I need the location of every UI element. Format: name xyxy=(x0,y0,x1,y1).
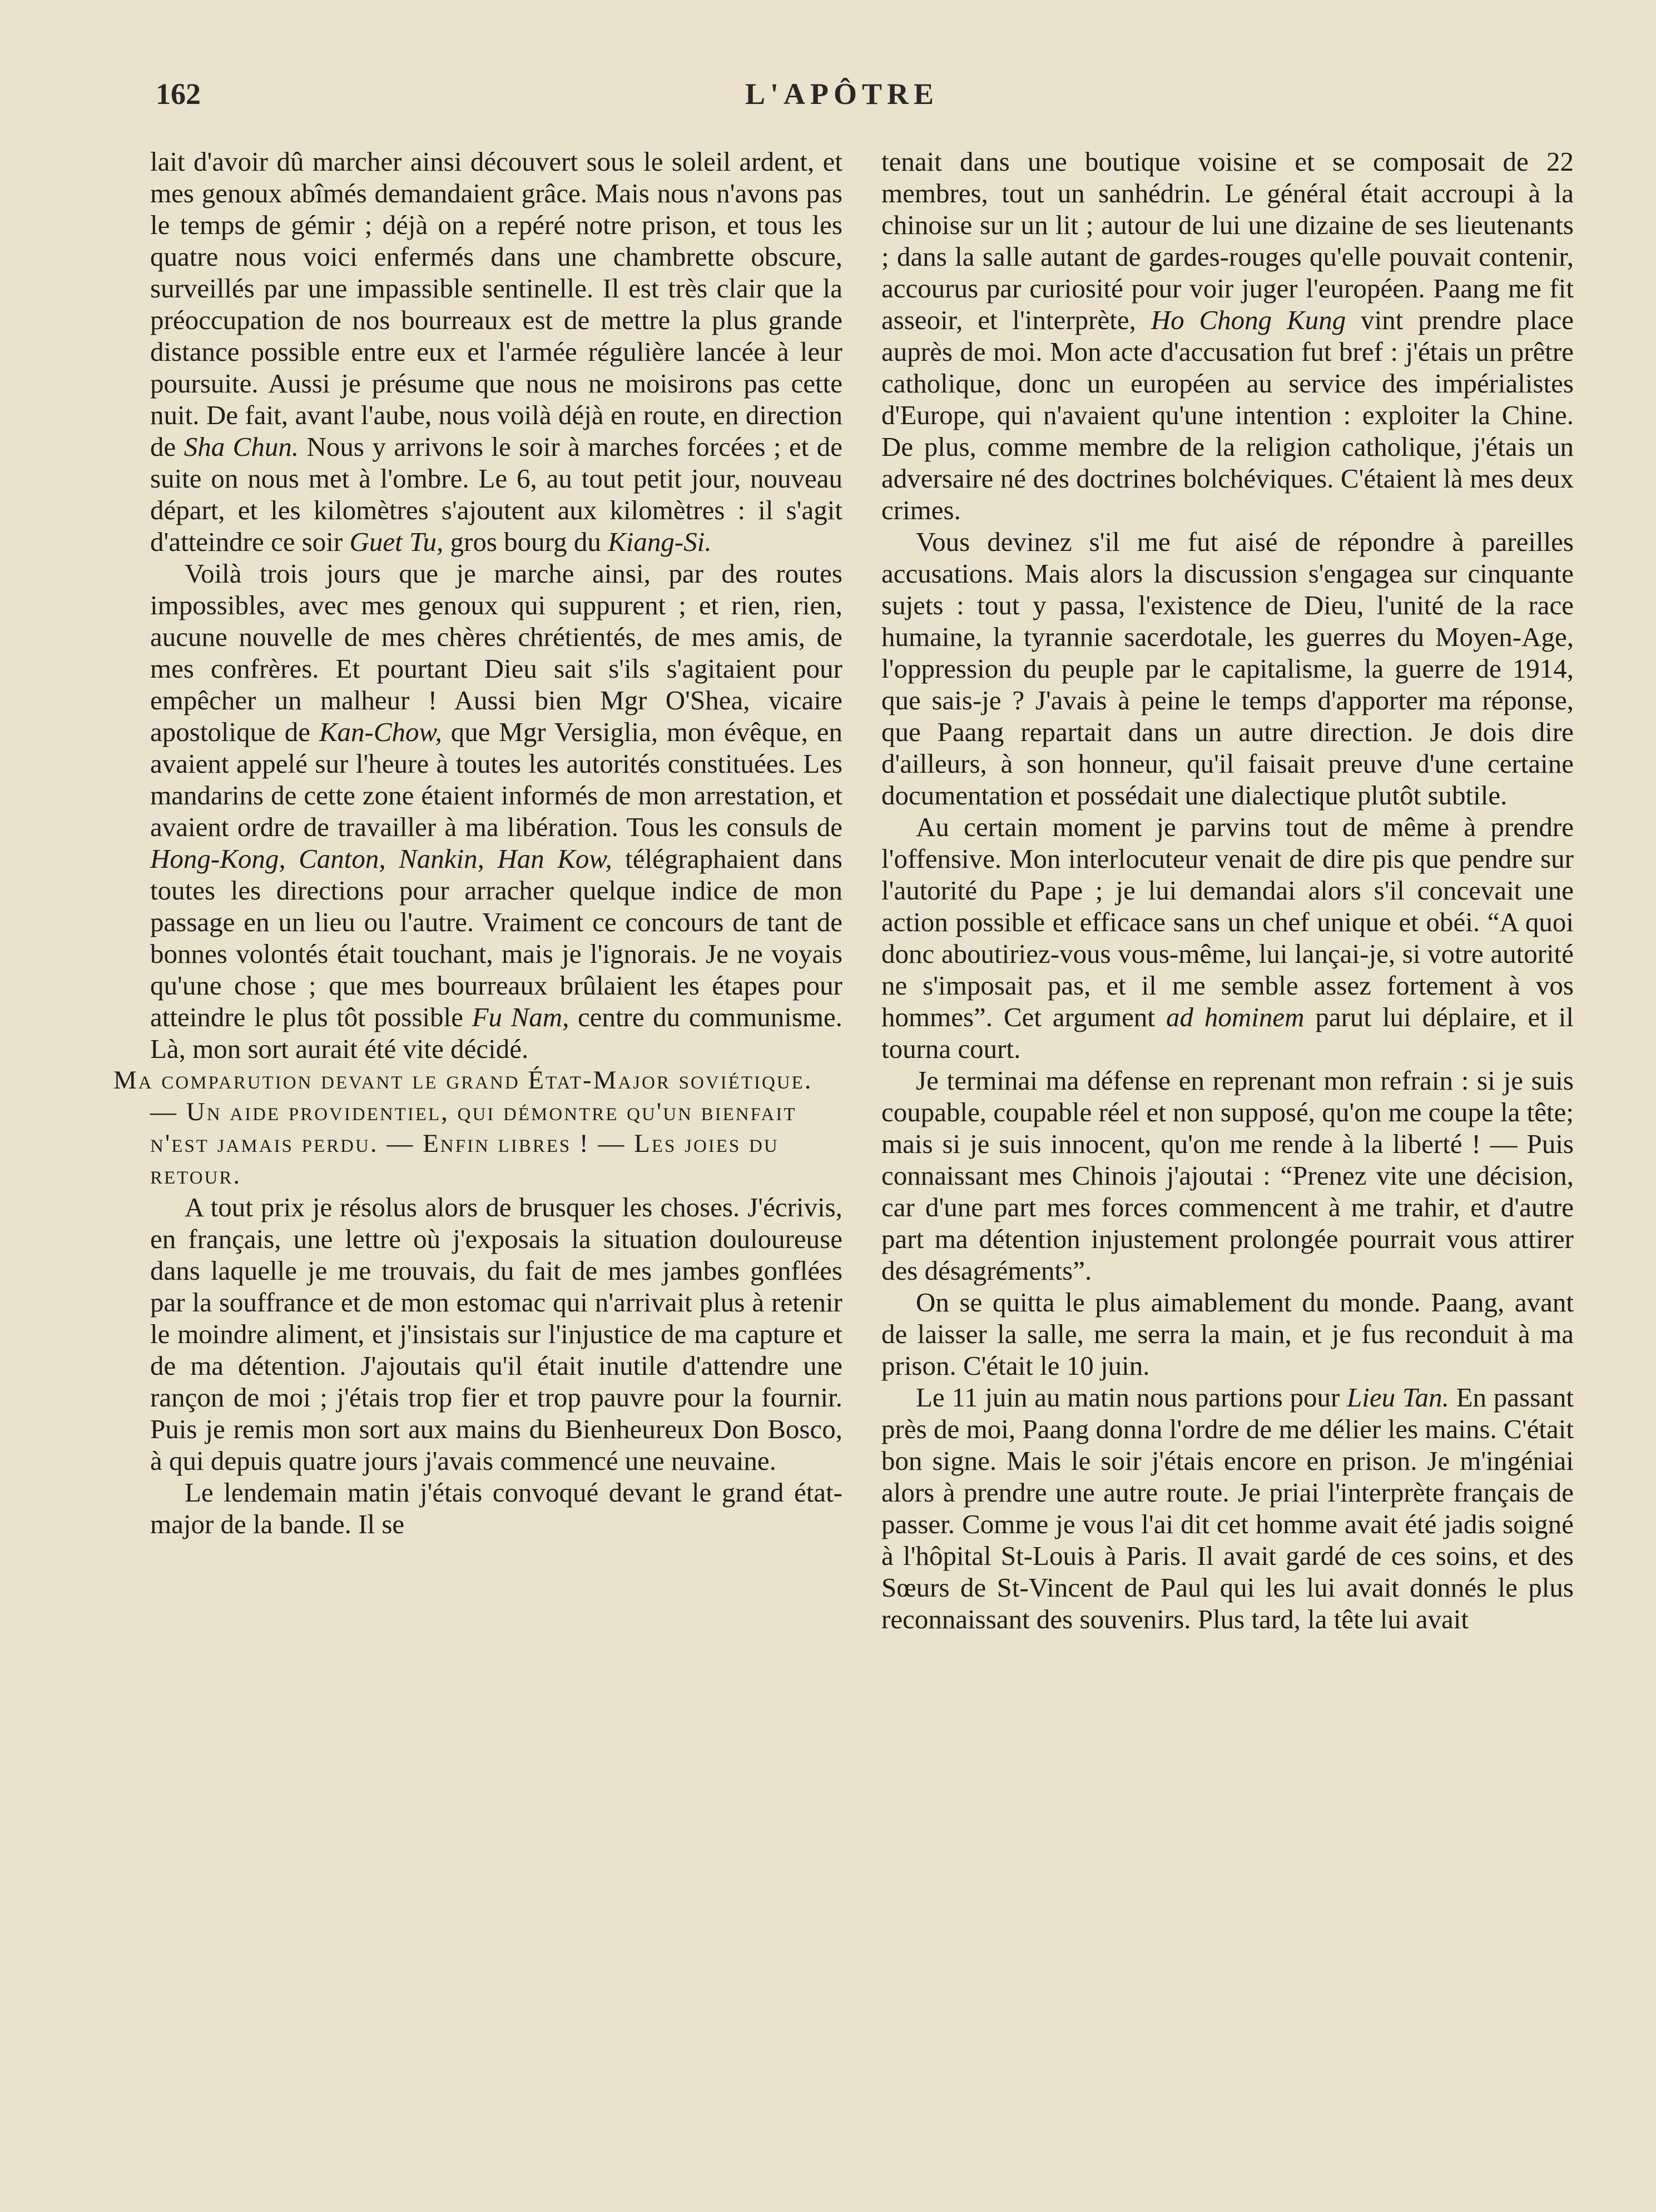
place-name: Hong-Kong, xyxy=(150,843,286,874)
left-column xyxy=(113,146,843,1540)
place-name: Kiang-Si. xyxy=(608,526,712,557)
paragraph: A tout prix je résolus alors de brusquer les choses. J'écrivis, en français, une lettre où j'exposais la situation douloureuse dans laquelle je me trouvais, du fait de mes jambes gonflées par la souffrance et de mon estomac qui n'arrivait plus à retenir le moindre aliment, et j'insistais sur l'injustice de ma capture et de ma détention. J'ajoutais qu'il était inutile d'attendre une rançon de moi ; j'étais trop fier et trop pauvre pour la fournir. Puis je remis mon sort aux mains du Bienheureux Don Bosco, à qui depuis quatre jours j'avais commencé une neuvaine. xyxy=(150,1192,842,1476)
paragraph: Je terminai ma défense en reprenant mon refrain : si je suis coupable, coupable réel et non supposé, qu'on me coupe la tête; mais si je suis innocent, qu'on me rende à la liberté ! — Puis connaissant mes Chinois j'ajoutai : “Prenez vite une décision, car d'une part mes forces commencent à me trahir, et d'autre part ma détention injustement prolongée pourrait vous attirer des désagréments”. xyxy=(881,1065,1574,1286)
text-run xyxy=(286,843,299,874)
paragraph: Le lendemain matin j'étais convoqué devant le grand état-major de la bande. Il se xyxy=(150,1477,842,1539)
paragraph xyxy=(881,146,1574,526)
text-run: Le 11 juin au matin nous partions pour xyxy=(916,1382,1347,1413)
text-run: télégraphaient dans toutes les directions pour arracher quelque indice de mon passage en un lieu ou l'autre. Vraiment ce concours de tant de bonnes volontés était touchant, mais je l'ignorais. Je ne voyais qu'une chose ; que mes bourreaux brûlaient les étapes pour atteindre le plus tôt possible xyxy=(150,843,842,1032)
text-run: que Mgr Versiglia, mon évêque, en avaient appelé sur l'heure à toutes les autorités constituées. Les mandarins de cette zone étaient informés de mon arrestation, et avaient ordre de travailler à ma libération. Tous les consuls de xyxy=(150,717,842,842)
place-name: Guet Tu, xyxy=(349,526,444,557)
text-run: Voilà trois jours que je marche ainsi, par des routes impossibles, avec mes genoux qui suppurent ; et rien, rien, aucune nouvelle de mes chères chrétientés, de mes amis, de mes confrères. Et pourtant Dieu sait s'ils s'agitaient pour empêcher un malheur ! Aussi bien Mgr O'Shea, vicaire apostolique de xyxy=(150,558,842,747)
text-run: Nous y arrivons le soir à marches forcées ; et de suite on nous met à l'ombre. Le 6, au tout petit jour, nouveau départ, et les kilomètres s'ajoutent aux kilomètres : il s'agit d'atteindre ce soir xyxy=(150,431,842,557)
latin-phrase: ad hominem xyxy=(1166,1002,1305,1032)
place-name: Fu Nam, xyxy=(472,1002,569,1032)
text-run: lait d'avoir dû marcher ainsi découvert sous le soleil ardent, et mes genoux abîmés demandaient grâce. Mais nous n'avons pas le temps de gémir ; déjà on a repéré notre prison, et tous les quatre nous voici enfermés dans une chambrette obscure, surveillés par une impassible sentinelle. Il est très clair que la préoccupation de nos bourreaux est de mettre la plus grande distance possible entre eux et l'armée régulière lancée à leur poursuite. Aussi je présume que nous ne moisirons pas cette nuit. De fait, avant l'aube, nous voilà déjà en route, en direction de xyxy=(150,146,842,462)
place-name: Lieu Tan. xyxy=(1347,1382,1449,1413)
paragraph xyxy=(150,558,842,1065)
text-run: En passant près de moi, Paang donna l'ordre de me délier les mains. C'était bon signe. Mais le soir j'étais encore en prison. Je m'ingéniai alors à prendre une autre route. Je priai l'interprète français de passer. Comme je vous l'ai dit cet homme avait été jadis soigné à l'hôpital St-Louis à Paris. Il avait gardé de ces soins, et des Sœurs de St-Vincent de Paul qui les lui avait donnés le plus reconnaissant des souvenirs. Plus tard, la tête lui avait xyxy=(881,1382,1574,1634)
running-title: L'APÔTRE xyxy=(745,77,939,111)
text-run: parut lui déplaire, et il tourna court. xyxy=(881,1002,1574,1064)
paragraph: On se quitta le plus aimablement du monde. Paang, avant de laisser la salle, me serra la main, et je fus reconduit à ma prison. C'était le 10 juin. xyxy=(881,1287,1574,1381)
person-name: Ho Chong Kung xyxy=(1151,305,1346,335)
paragraph xyxy=(881,1381,1574,1635)
text-run: tenait dans une boutique voisine et se composait de 22 membres, tout un sanhédrin. Le général était accroupi à la chinoise sur un lit ; autour de lui une dizaine de ses lieutenants ; dans la salle autant de gardes-rouges qu'elle pouvait contenir, accourus par curiosité pour voir juger l'européen. Paang me fit asseoir, et l'interprète, xyxy=(881,146,1574,335)
paragraph xyxy=(881,811,1574,1065)
page-number: 162 xyxy=(156,77,201,111)
place-name: Sha Chun. xyxy=(184,431,299,462)
place-name: Canton, Nankin, Han Kow, xyxy=(299,843,612,874)
place-name: Kan-Chow, xyxy=(319,717,442,747)
text-run: centre du communisme. Là, mon sort aurait été vite décidé. xyxy=(150,1002,843,1064)
paragraph xyxy=(150,146,842,558)
text-run: Au certain moment je parvins tout de même à prendre l'offensive. Mon interlocuteur venait de dire pis que pendre sur l'autorité du Pape ; je lui demandai alors s'il concevait une action possible et efficace sans un chef unique et obéi. “A quoi donc aboutiriez-vous vous-même, lui lançai-je, si votre autorité ne s'imposait pas, et il me semble assez fortement à vos hommes”. Cet argument xyxy=(881,812,1574,1032)
section-heading: Ma comparution devant le grand État-Major soviétique. — Un aide providentiel, qui démontre qu'un bienfait n'est jamais perdu. — Enfin libres ! — Les joies du retour. xyxy=(113,1066,813,1190)
text-run: vint prendre place auprès de moi. Mon acte d'accusation fut bref : j'étais un prêtre catholique, donc un européen au service des impérialistes d'Europe, qui n'avaient qu'une intention : exploiter la Chine. De plus, comme membre de la religion catholique, j'étais un adversaire né des doctrines bolchéviques. C'étaient là mes deux crimes. xyxy=(881,305,1574,525)
paragraph: Vous devinez s'il me fut aisé de répondre à pareilles accusations. Mais alors la discussion s'engagea sur cinquante sujets : tout y passa, l'existence de Dieu, l'unité de la race humaine, la tyrannie sacerdotale, les guerres du Moyen-Age, l'oppression du peuple par le capitalisme, la guerre de 1914, que sais-je ? J'avais à peine le temps d'apporter ma réponse, que Paang repartait dans un autre direction. Je dois dire d'ailleurs, à son honneur, qu'il faisait preuve d'une certaine documentation et possédait une dialectique plutôt subtile. xyxy=(881,526,1574,811)
right-column xyxy=(881,146,1574,1635)
text-run: gros bourg du xyxy=(443,526,608,557)
